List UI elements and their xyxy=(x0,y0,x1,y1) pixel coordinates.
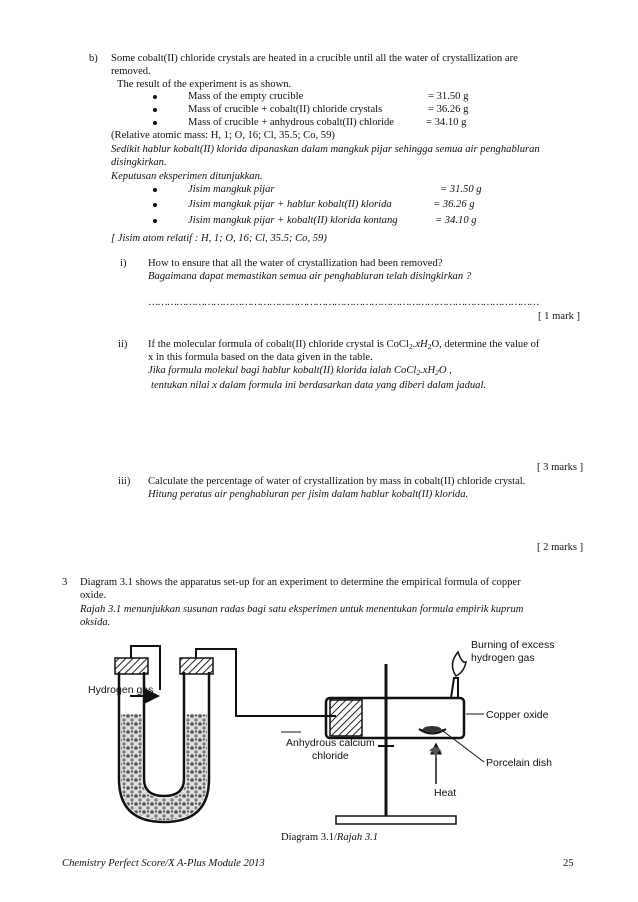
q3-ms-line1: Rajah 3.1 menunjukkan susunan radas bagi satu eksperimen untuk menentukan formula empirik kuprum xyxy=(80,604,524,615)
q2b-ms-result-intro: Keputusan eksperimen ditunjukkan. xyxy=(111,171,263,182)
part-ii-question-ms: Jika formula molekul bagi hablur kobalt(II) klorida ialah $CoCl_2.xH_2O$ , xyxy=(148,365,452,377)
stopper-left xyxy=(115,658,148,674)
row-empty-crucible-label: Mass of the empty crucible xyxy=(188,91,304,102)
relative-atomic-mass-ms: [ Jisim atom relatif : H, 1; O, 16; Cl, 35.5; Co, 59) xyxy=(111,233,327,244)
flame-icon xyxy=(452,652,466,676)
bullet-icon xyxy=(153,108,157,112)
bullet-icon xyxy=(153,203,157,207)
part-i-question-en: How to ensure that all the water of crystallization had been removed? xyxy=(148,258,443,269)
row-anhydrous-label: Mass of crucible + anhydrous cobalt(II) chloride xyxy=(188,117,395,128)
label-burning-line2: hydrogen gas xyxy=(471,652,535,664)
q2b-intro-line1: Some cobalt(II) chloride crystals are heated in a crucible until all the water of crystallization are xyxy=(111,53,518,64)
answer-line[interactable]: ……………………………………………………………………………………………………………… xyxy=(148,297,539,308)
q2b-label: b) xyxy=(89,53,98,64)
part-i-question-ms: Bagaimana dapat memastikan semua air penghabluran telah disingkirkan ? xyxy=(148,271,472,282)
label-copper-oxide: Copper oxide xyxy=(486,709,549,721)
part-iii-marks: [ 2 marks ] xyxy=(537,542,584,553)
row-ms-anhydrous-label: Jisim mangkuk pijar + kobalt(II) klorida kontang xyxy=(188,215,398,226)
q2b-intro-line2: removed. xyxy=(111,66,151,77)
q3-ms-line2: oksida. xyxy=(80,617,111,628)
label-porcelain-dish: Porcelain dish xyxy=(486,757,552,769)
page-number: 25 xyxy=(563,858,574,869)
q2b-result-intro: The result of the experiment is as shown. xyxy=(117,79,292,90)
part-ii-question-en: If the molecular formula of cobalt(II) chloride crystal is $CoCl_2.xH_2O$, determine the value of xyxy=(148,339,540,351)
label-anhydrous-line1: Anhydrous calcium xyxy=(286,737,375,749)
label-anhydrous-line2: chloride xyxy=(312,750,349,762)
label-hydrogen-gas: Hydrogen gas xyxy=(88,684,154,696)
q3-text-line2: oxide. xyxy=(80,590,107,601)
row-empty-crucible-value: = 31.50 g xyxy=(428,91,469,102)
bullet-icon xyxy=(153,219,157,223)
row-ms-crystals-value: = 36.26 g xyxy=(433,199,475,210)
connecting-tube xyxy=(196,649,336,716)
row-ms-empty-value: = 31.50 g xyxy=(440,184,482,195)
row-anhydrous-value: = 34.10 g xyxy=(426,117,467,128)
part-ii-marks: [ 3 marks ] xyxy=(537,462,584,473)
stopper-right xyxy=(180,658,213,674)
part-i-label: i) xyxy=(120,258,127,269)
label-burning-line1: Burning of excess xyxy=(471,639,555,651)
part-ii-question-en-line2: x in this formula based on the data given in the table. xyxy=(148,352,373,363)
label-heat: Heat xyxy=(434,787,457,799)
row-ms-empty-label: Jisim mangkuk pijar xyxy=(188,184,275,195)
heat-flame-icon xyxy=(428,747,442,758)
relative-atomic-mass-en: (Relative atomic mass: H, 1; O, 16; Cl, 35.5; Co, 59) xyxy=(111,130,335,141)
row-ms-crystals-label: Jisim mangkuk pijar + hablur kobalt(II) klorida xyxy=(188,199,392,210)
part-ii-label: ii) xyxy=(118,339,128,350)
part-i-marks: [ 1 mark ] xyxy=(538,311,581,322)
apparatus-diagram xyxy=(86,634,556,829)
copper-oxide xyxy=(423,726,441,732)
q2b-ms-intro-line2: disingkirkan. xyxy=(111,157,167,168)
part-iii-question-en: Calculate the percentage of water of crystallization by mass in cobalt(II) chloride crystal. xyxy=(148,476,526,487)
q3-text-line1: Diagram 3.1 shows the apparatus set-up for an experiment to determine the empirical formula of copper xyxy=(80,577,521,588)
q3-number: 3 xyxy=(62,577,68,588)
exit-jet xyxy=(451,678,458,698)
part-ii-question-ms-line2: tentukan nilai x dalam formula ini berdasarkan data yang diberi dalam jadual. xyxy=(151,380,487,391)
diagram-caption: Diagram 3.1/Rajah 3.1 xyxy=(281,832,379,843)
stopper-tube xyxy=(330,700,362,736)
row-crystals-label: Mass of crucible + cobalt(II) chloride crystals xyxy=(188,104,383,115)
part-iii-label: iii) xyxy=(118,476,131,487)
row-crystals-value: = 36.26 g xyxy=(428,104,469,115)
bullet-icon xyxy=(153,121,157,125)
stand-base xyxy=(336,816,456,824)
footer-title: Chemistry Perfect Score/X A-Plus Module 2013 xyxy=(62,858,265,869)
row-ms-anhydrous-value: = 34.10 g xyxy=(435,215,477,226)
q2b-ms-intro-line1: Sedikit hablur kobalt(II) klorida dipanaskan dalam mangkuk pijar sehingga semua air penghabluran xyxy=(111,144,540,155)
bullet-icon xyxy=(153,95,157,99)
bullet-icon xyxy=(153,188,157,192)
part-iii-question-ms: Hitung peratus air penghabluran per jisim dalam hablur kobalt(II) klorida. xyxy=(148,489,469,500)
